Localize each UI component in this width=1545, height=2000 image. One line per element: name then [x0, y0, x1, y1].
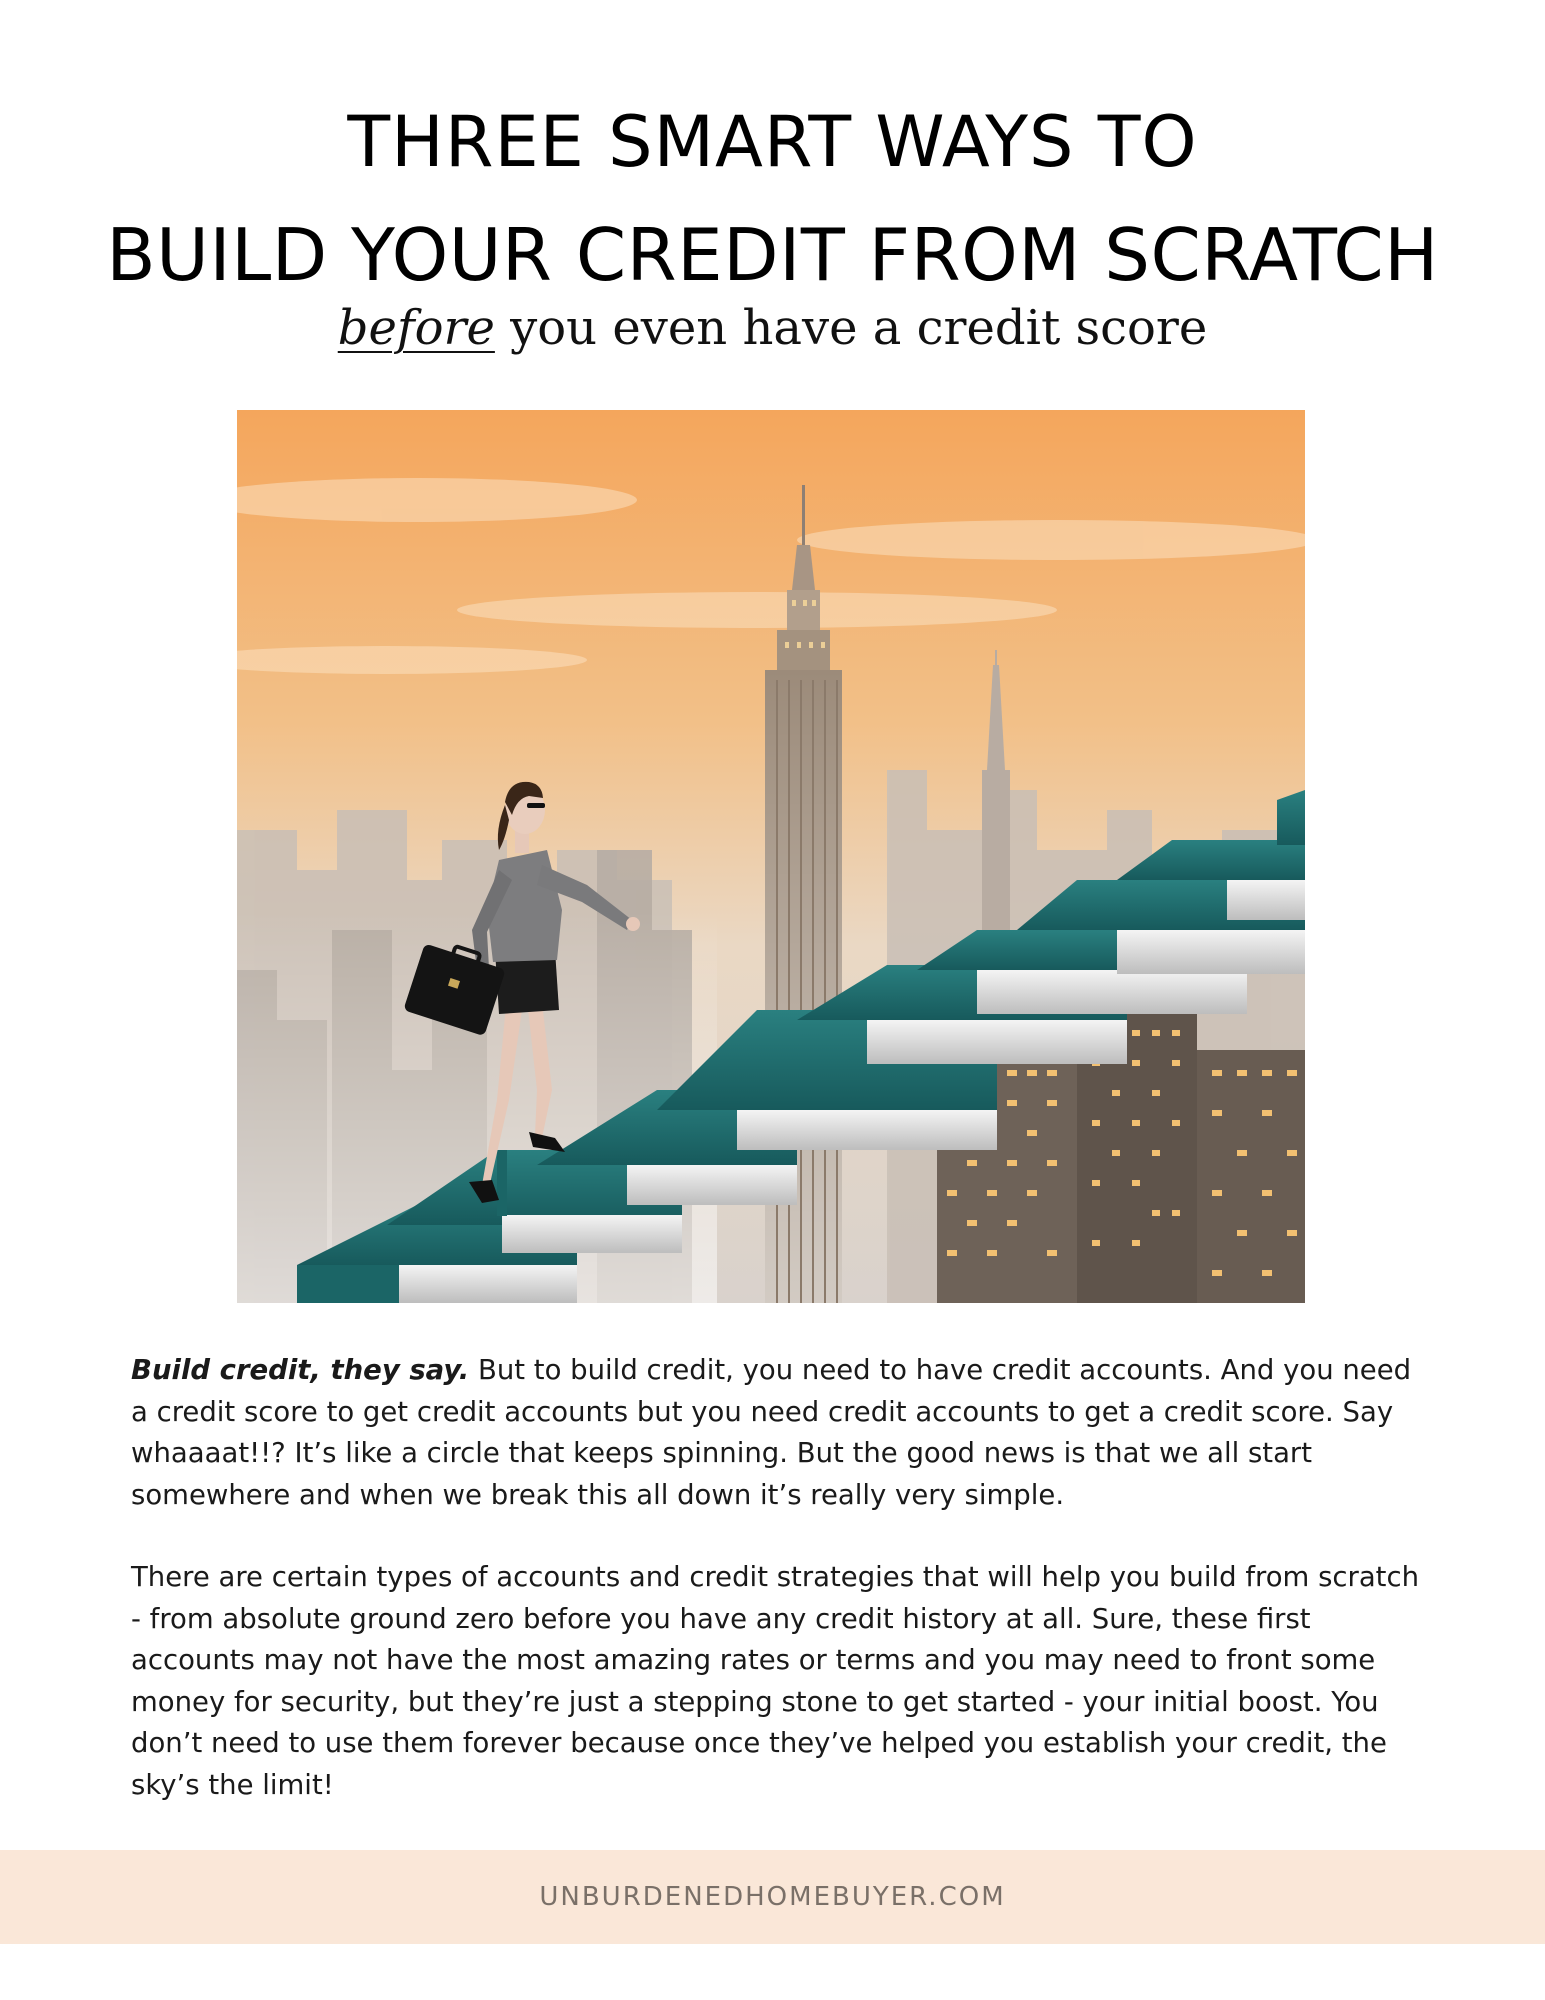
title-line-2: BUILD YOUR CREDIT FROM SCRATCH — [106, 213, 1439, 297]
intro-lead: Build credit, they say. — [131, 1354, 470, 1386]
intro-rest: But to build credit, you need to have credit accounts. And you need a credit score to get credit accounts but you need credit accounts to get a credit score. Say whaaaat!!? It’s like a circle that keeps spinning. But the good news is that we all start somewhere and when we break this all down it’s really very simple. — [131, 1354, 1412, 1511]
intro-paragraph — [131, 1350, 1421, 1516]
subtitle — [0, 298, 1545, 358]
subtitle-rest: you even have a credit score — [494, 300, 1208, 356]
strategy-paragraph: There are certain types of accounts and credit strategies that will help you build from scratch - from absolute ground zero before you have any credit history at all. Sure, these first accounts may not have the most amazing rates or terms and you may need to front some money for security, but they’re just a stepping stone to get started - your initial boost. You don’t need to use them forever because once they’ve helped you establish your credit, the sky’s the limit! — [131, 1561, 1420, 1801]
footer-website[interactable]: UNBURDENEDHOMEBUYER.COM — [539, 1882, 1006, 1912]
businesswoman-climbing-book-stairs-image — [237, 410, 1305, 1303]
hero-image — [237, 410, 1305, 1303]
title-line-1: THREE SMART WAYS TO — [347, 101, 1198, 183]
subtitle-emphasis: before — [337, 300, 495, 356]
footer-band — [0, 1850, 1545, 1944]
